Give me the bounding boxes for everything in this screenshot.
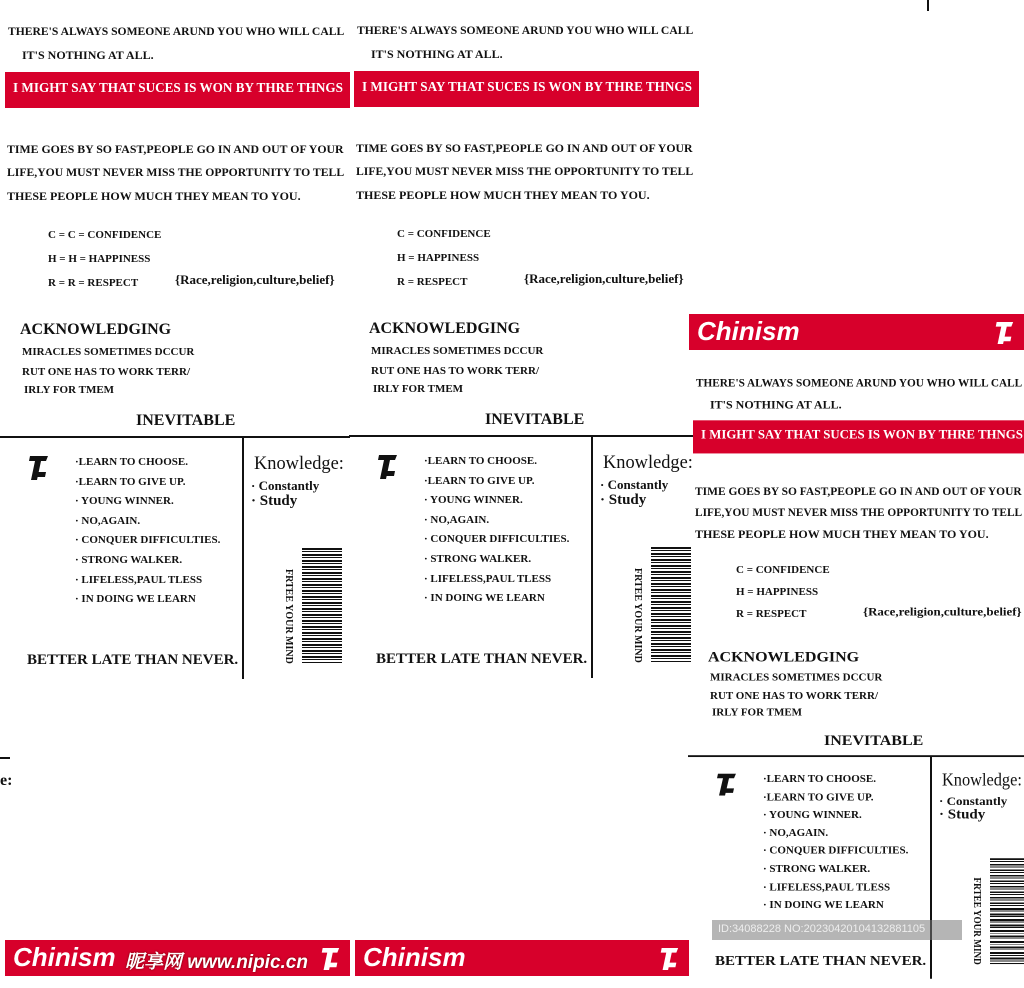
ack-line: RUT ONE HAS TO WORK TERR/ [371,365,540,377]
knowledge-item: · Study [600,492,647,508]
motto-list-item: ·LEARN TO GIVE UP. [75,475,186,488]
brand-name: Chinism [363,942,466,972]
knowledge-heading: Knowledge: [254,453,344,474]
knowledge-item: · Constantly [600,477,669,492]
fragment-line [927,0,929,11]
red-banner-text: I MIGHT SAY THAT SUCES IS WON BY THRE THNGS [362,80,692,95]
knowledge-item: · Constantly [251,478,320,493]
para-line: LIFE,YOU MUST NEVER MISS THE OPPORTUNITY TO TELL [7,165,345,179]
ack-line: IRLY FOR TMEM [24,384,115,396]
vertical-slogan: FRTEE YOUR MIND [632,568,643,663]
chr-line: R = RESPECT [397,276,468,288]
motto-list-item: · LIFELESS,PAUL TLESS [75,573,203,586]
ack-line: MIRACLES SOMETIMES DCCUR [371,345,544,357]
design-panel-3 [688,355,1024,981]
motto-list-item: · STRONG WALKER. [424,553,532,565]
divider-horizontal [0,436,350,438]
id-watermark: ID:34088228 NO:20230420104132881105 [712,920,962,940]
knowledge-item: · Study [939,807,986,823]
intro-line-1: THERE'S ALWAYS SOMEONE ARUND YOU WHO WILL CALL [696,376,1023,390]
para-line: TIME GOES BY SO FAST,PEOPLE GO IN AND OUT OF YOUR [7,142,344,156]
knowledge-heading: Knowledge: [942,770,1022,791]
para-line: LIFE,YOU MUST NEVER MISS THE OPPORTUNITY TO TELL [356,164,694,178]
ack-line: IRLY FOR TMEM [712,707,803,719]
inevitable-heading: INEVITABLE [824,733,924,749]
para-line: THESE PEOPLE HOW MUCH THEY MEAN TO YOU. [695,527,989,541]
tl-logo-icon [716,774,736,796]
motto-list-item: · NO,AGAIN. [763,827,829,839]
red-banner [354,71,699,107]
red-banner-text: I MIGHT SAY THAT SUCES IS WON BY THRE THNGS [701,428,1023,443]
motto-list-item: · STRONG WALKER. [75,554,183,566]
barcode [302,548,342,663]
brand-name: Chinism [13,942,116,972]
ack-line: RUT ONE HAS TO WORK TERR/ [22,366,191,378]
chinism-banner [689,314,1024,350]
motto-list-item: · CONQUER DIFFICULTIES. [75,534,221,547]
tl-logo-icon [659,948,679,970]
chinism-banner [355,940,689,976]
vertical-slogan: FRTEE YOUR MIND [971,877,982,965]
values-braces: {Race,religion,culture,belief} [175,272,335,287]
knowledge-item: · Study [251,493,298,509]
chr-line: H = HAPPINESS [397,252,480,264]
chr-line: H = H = HAPPINESS [48,253,151,265]
barcode [990,858,1024,964]
motto-list-item: ·LEARN TO CHOOSE. [763,773,876,785]
motto-list-item: · CONQUER DIFFICULTIES. [424,533,570,546]
intro-line-2: IT'S NOTHING AT ALL. [710,398,842,412]
chr-line: H = HAPPINESS [736,586,819,598]
motto-list-item: ·LEARN TO GIVE UP. [424,474,535,487]
red-banner-text: I MIGHT SAY THAT SUCES IS WON BY THRE THNGS [13,81,343,96]
barcode [651,547,691,662]
ack-line: IRLY FOR TMEM [373,383,464,395]
design-panel-1 [0,1,345,681]
intro-line-2: IT'S NOTHING AT ALL. [371,47,503,61]
ack-title: ACKNOWLEDGING [708,649,860,666]
tl-logo-icon [994,322,1014,344]
motto-list-item: · NO,AGAIN. [424,513,490,526]
red-banner [693,420,1024,453]
site-watermark: 昵享网 www.nipic.cn [125,952,308,973]
para-line: THESE PEOPLE HOW MUCH THEY MEAN TO YOU. [356,188,650,202]
ack-title: ACKNOWLEDGING [369,320,521,337]
knowledge-item: · Constantly [939,793,1008,808]
motto-list-item: ·LEARN TO CHOOSE. [424,455,537,467]
intro-line-1: THERE'S ALWAYS SOMEONE ARUND YOU WHO WILL CALL [8,24,345,38]
motto-list-item: · CONQUER DIFFICULTIES. [763,845,909,857]
motto-list-item: · NO,AGAIN. [75,514,141,527]
intro-line-1: THERE'S ALWAYS SOMEONE ARUND YOU WHO WILL CALL [357,23,694,37]
ack-line: RUT ONE HAS TO WORK TERR/ [710,690,879,702]
para-line: TIME GOES BY SO FAST,PEOPLE GO IN AND OUT OF YOUR [695,484,1022,498]
motto-list-item: · LIFELESS,PAUL TLESS [763,881,891,893]
inevitable-heading: INEVITABLE [136,412,236,429]
values-braces: {Race,religion,culture,belief} [863,604,1022,619]
motto-list-item: · IN DOING WE LEARN [424,592,545,605]
para-line: THESE PEOPLE HOW MUCH THEY MEAN TO YOU. [7,189,301,203]
chr-line: R = RESPECT [736,608,807,620]
divider-horizontal [688,755,1024,757]
ack-line: MIRACLES SOMETIMES DCCUR [22,346,195,358]
brand-name: Chinism [697,316,800,346]
chr-line: R = R = RESPECT [48,277,139,289]
motto-list-item: · YOUNG WINNER. [424,494,523,507]
motto-list-item: · YOUNG WINNER. [75,495,174,508]
motto-list-item: ·LEARN TO CHOOSE. [75,456,188,468]
knowledge-heading: Knowledge: [603,452,693,473]
motto-list-item: ·LEARN TO GIVE UP. [763,791,874,803]
para-line: LIFE,YOU MUST NEVER MISS THE OPPORTUNITY TO TELL [695,505,1023,519]
vertical-slogan: FRTEE YOUR MIND [283,569,294,664]
divider-vertical [242,437,244,679]
ack-line: MIRACLES SOMETIMES DCCUR [710,672,883,684]
motto-list-item: · LIFELESS,PAUL TLESS [424,572,552,585]
divider-vertical [591,436,593,678]
chr-line: C = CONFIDENCE [736,564,830,576]
tl-logo-icon [377,455,397,479]
tl-logo-icon [320,948,340,970]
better-late-slogan: BETTER LATE THAN NEVER. [376,651,588,667]
chr-line: C = C = CONFIDENCE [48,229,162,241]
intro-line-2: IT'S NOTHING AT ALL. [22,48,154,62]
para-line: TIME GOES BY SO FAST,PEOPLE GO IN AND OUT OF YOUR [356,141,693,155]
motto-list-item: · YOUNG WINNER. [763,809,862,821]
values-braces: {Race,religion,culture,belief} [524,271,684,286]
fragment-text: e: [0,772,13,789]
inevitable-heading: INEVITABLE [485,411,585,428]
divider-vertical [930,756,932,979]
better-late-slogan: BETTER LATE THAN NEVER. [27,652,239,668]
motto-list-item: · STRONG WALKER. [763,863,871,875]
motto-list-item: · IN DOING WE LEARN [75,593,196,606]
chr-line: C = CONFIDENCE [397,228,491,240]
fragment-line [0,757,10,759]
design-panel-2 [349,0,694,680]
divider-horizontal [349,435,699,437]
motto-list-item: · IN DOING WE LEARN [763,899,884,911]
better-late-slogan: BETTER LATE THAN NEVER. [715,953,927,969]
tl-logo-icon [28,456,48,480]
ack-title: ACKNOWLEDGING [20,321,172,338]
red-banner [5,72,350,108]
